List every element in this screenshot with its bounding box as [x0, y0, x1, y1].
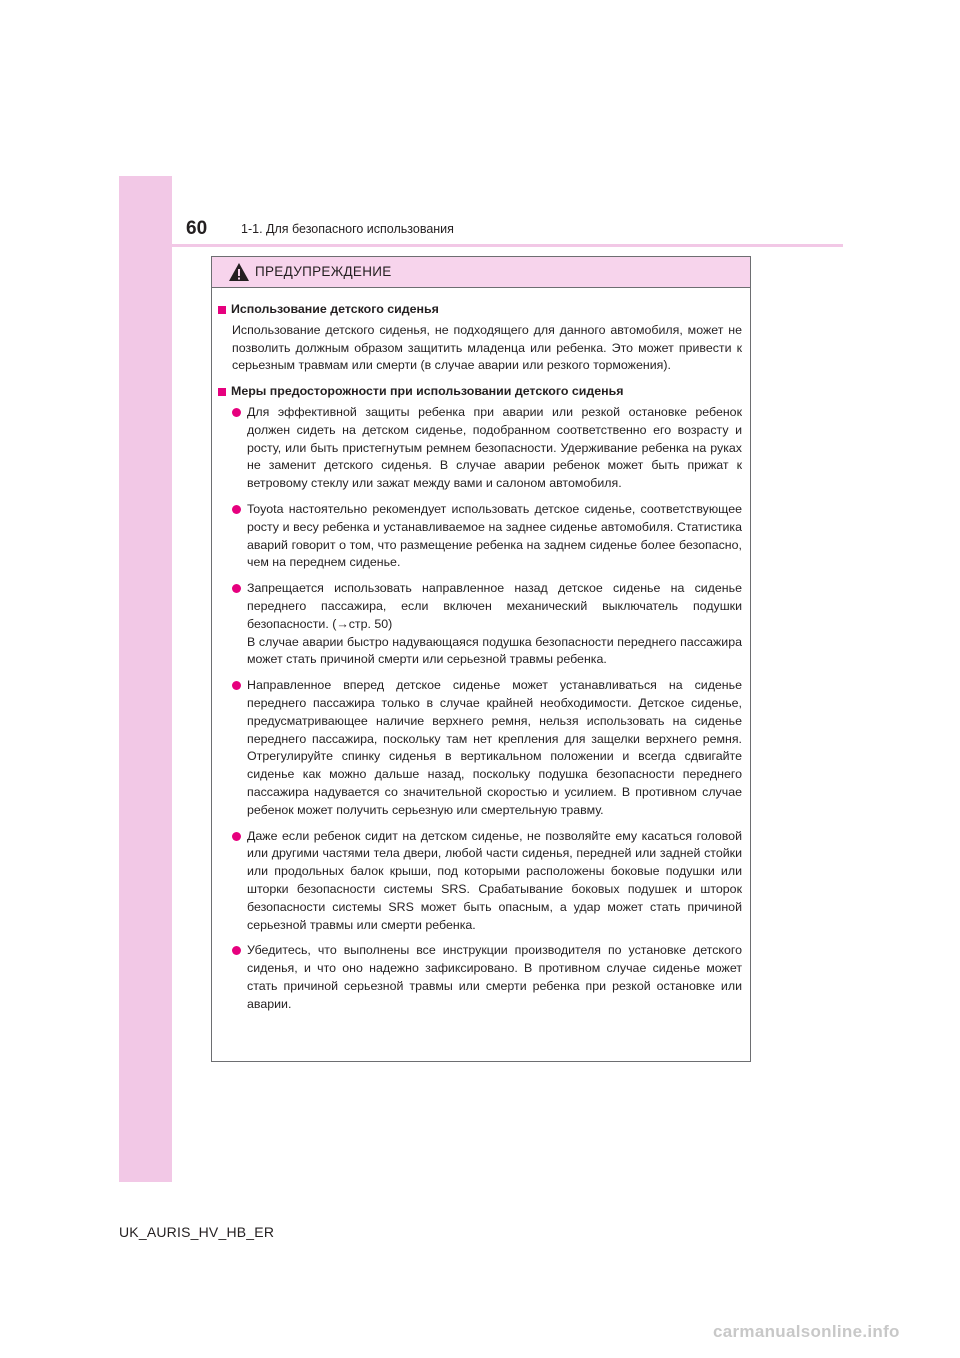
list-item: [218, 501, 742, 572]
round-bullet-icon: [232, 408, 241, 417]
round-bullet-icon: [232, 681, 241, 690]
list-item: [218, 942, 742, 1013]
section-paragraph: Использование детского сиденья, не подходящего для данного автомобиля, может не позволить должным образом защитить младенца или ребенка. Это может привести к серьезным травмам или смерти (в случае аварии или резкого торможения).: [232, 322, 742, 373]
section-heading: [218, 383, 742, 401]
round-bullet-icon: [232, 946, 241, 955]
list-item: [218, 828, 742, 935]
warning-title: ПРЕДУПРЕЖДЕНИЕ: [255, 264, 392, 279]
list-item: [218, 580, 742, 669]
round-bullet-icon: [232, 584, 241, 593]
list-item-text: Убедитесь, что выполнены все инструкции производителя по установке детского сиденья, и что оно надежно зафиксировано. В противном случае сиденье может стать причиной серьезной травмы или смерти ребенка при резкой остановке или аварии.: [247, 943, 742, 1011]
page-number: 60: [186, 218, 208, 239]
list-item-text: [247, 580, 742, 669]
square-bullet-icon: [218, 388, 226, 396]
section-heading: [218, 301, 742, 319]
list-item-text-part: Запрещается использовать направленное назад детское сиденье на сиденье переднего пассажира, если включен механический выключатель подушки безопасности. (→стр. 50): [247, 581, 742, 631]
page-side-band: [119, 176, 172, 1182]
section-title: 1-1. Для безопасного использования: [241, 222, 454, 236]
section-heading-text: Меры предосторожности при использовании детского сиденья: [231, 384, 624, 399]
section-heading-text: Использование детского сиденья: [231, 302, 439, 316]
document-code: UK_AURIS_HV_HB_ER: [119, 1224, 275, 1240]
warning-header: [212, 257, 750, 288]
round-bullet-icon: [232, 832, 241, 841]
list-item: [218, 677, 742, 819]
list-item: [218, 404, 742, 493]
square-bullet-icon: [218, 306, 226, 314]
round-bullet-icon: [232, 505, 241, 514]
list-item-text: Для эффективной защиты ребенка при аварии или резкой остановке ребенок должен сидеть на детском сиденье, подобранном соответственно его возрасту и росту, или быть пристегнутым ремнем безопасности. Удерживание ребенка на руках не заменит детского сиденья. В случае аварии ребенок может быть прижат к ветровому стеклу или зажат между вами и салоном автомобиля.: [247, 404, 742, 491]
warning-box: [211, 256, 751, 1062]
list-item-text: Toyota настоятельно рекомендует использовать детское сиденье, соответствующее росту и весу ребенка и устанавливаемое на заднее сиденье автомобиля. Статистика аварий говорит о том, что размещение ребенка на заднем сиденье более безопасно, чем на переднем сиденье.: [247, 501, 742, 570]
list-item-text: Даже если ребенок сидит на детском сиденье, не позволяйте ему касаться головой или другими частями тела двери, любой части сиденья, передней или задней стойки или продольных балок крыши, под которыми расположены боковые подушки или шторки безопасности системы SRS. Срабатывание боковых подушек и шторок безопасности системы SRS может быть опасным, а удар может стать причиной серьезной травмы или смерти ребенка.: [247, 828, 742, 932]
watermark[interactable]: carmanualsonline.info: [713, 1322, 900, 1341]
warning-content: [212, 288, 750, 1013]
list-item-text-part: В случае аварии быстро надувающаяся подушка безопасности переднего пассажира может стать причиной смерти или серьезной травмы ребенка.: [247, 634, 742, 667]
warning-triangle-icon: [228, 262, 250, 282]
list-item-text: Направленное вперед детское сиденье может устанавливаться на сиденье переднего пассажира только в случае крайней необходимости. Детское сиденье, предусматривающее наличие верхнего ремня, нельзя использовать на сиденье переднего пассажира, поскольку там нет крепления для защелки верхнего ремня. Отрегулируйте спинку сиденья в вертикальном положении и всегда сдвигайте сиденье как можно дальше назад, поскольку подушка безопасности переднего пассажира надувается со значительной скоростью и усилием. В противном случае ребенок может получить серьезную или смертельную травму.: [247, 678, 742, 817]
header-divider: [172, 244, 843, 247]
